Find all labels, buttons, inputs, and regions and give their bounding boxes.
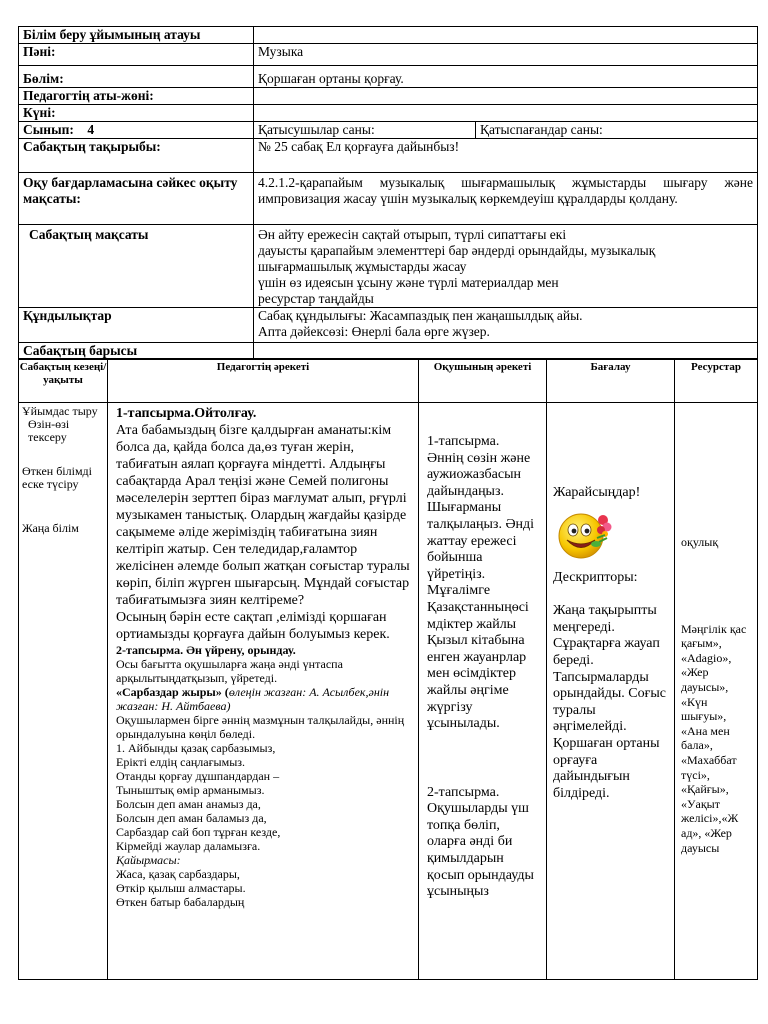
refrain-line: Өткір қылыш алмастары. xyxy=(116,881,246,895)
col-stage: Сабақтың кезеңі/ уақыты xyxy=(19,359,108,403)
resource-book: оқулық xyxy=(681,535,719,549)
refrain-line: Өткен батыр бабалардың xyxy=(116,895,245,909)
col-assessment: Бағалау xyxy=(547,359,675,403)
lyric-line: Болсын деп аман баламыз да, xyxy=(116,811,267,825)
stage-self-check: Өзін-өзі тексеру xyxy=(28,417,70,444)
song-authors: өлеңін жазған: А. Асылбек,әнін жазған: Н. Айтбаева) xyxy=(116,685,390,713)
smiley-with-flowers-icon xyxy=(557,508,613,562)
lyric-line: Сарбаздар сай боп тұрған кезде, xyxy=(116,825,281,839)
lyric-line: Болсын деп аман анамыз да, xyxy=(116,797,261,811)
descriptors-text: Жаңа тақырыпты меңгереді. Сұрақтарға жауап береді. Тапсырмаларды орындайды. Соғыс туралы әңгімелейді. Қоршаған ортаны орғауға дайындығын білдіреді. xyxy=(553,603,666,801)
topic-value: № 25 сабақ Ел қорғауға дайынбыз! xyxy=(254,139,758,173)
lesson-progress-table xyxy=(18,358,758,980)
subject-value: Музыка xyxy=(254,44,758,66)
lyric-line: Отанды қорғау дұшпандардан – xyxy=(116,769,280,783)
stage-recall: Өткен білімді еске түсіру xyxy=(22,464,92,491)
date-value xyxy=(254,105,758,122)
student-task1-label: 1-тапсырма. xyxy=(427,434,500,449)
subject-label: Пәні: xyxy=(19,44,254,66)
refrain-label: Қайырмасы: xyxy=(116,853,181,867)
task2-title: 2-тапсырма. Ән үйрену, орындау. xyxy=(116,643,296,657)
week-quote-line: Апта дәйексөзі: Өнерлі бала өрге жүзер. xyxy=(258,324,490,339)
class-label: Сынып: xyxy=(23,122,74,137)
descriptors-label: Дескрипторы: xyxy=(553,569,638,585)
resources-cell xyxy=(675,403,758,980)
progress-value xyxy=(254,343,758,360)
aims-value xyxy=(254,225,758,308)
objectives-label: Оқу бағдарламасына сәйкес оқыту мақсаты: xyxy=(19,173,254,225)
aims-line: Ән айту ережесін сақтай отырып, түрлі сипаттағы екі xyxy=(258,227,567,242)
aims-line: үшін өз идеясын ұсыну және түрлі материалдар мен xyxy=(258,275,559,290)
values-value xyxy=(254,308,758,343)
org-label: Білім беру ұйымының атауы xyxy=(19,27,254,44)
resource-songs: Мәңгілік қас қағым», «Adagio», «Жер дауысы», «Күн шығуы», «Ана мен бала», «Махаббат түсі», «Қайғы», «Уақыт желісі»,«Ж ад», «Жер дауысы xyxy=(681,621,747,855)
date-label: Күні: xyxy=(19,105,254,122)
aims-label: Сабақтың мақсаты xyxy=(19,225,254,308)
col-student: Оқушының әрекеті xyxy=(419,359,547,403)
lyric-line: Ерікті елдің саңлағымыз. xyxy=(116,755,246,769)
song-heading xyxy=(116,685,414,713)
col-teacher: Педагогтің әрекеті xyxy=(108,359,419,403)
class-value: 4 xyxy=(87,122,95,137)
lesson-value-line: Сабақ құндылығы: Жасампаздық пен жаңашылдық айы. xyxy=(258,308,583,323)
song-title: «Сарбаздар жыры» ( xyxy=(116,685,229,699)
present-label: Қатысушылар саны: xyxy=(254,122,476,139)
student-task2-text: Оқушыларды үш топқа бөліп, оларға әнді би қимылдарын қосып орындауды ұсыныңыз xyxy=(427,801,534,900)
section-value: Қоршаған ортаны қорғау. xyxy=(254,66,758,88)
aims-line: дауысты қарапайым элементтері бар әндерді орындайды, музыкалық xyxy=(258,243,656,258)
task1-text: Ата бабамыздың бізге қалдырған аманаты:кім болса да, қайда болса да,өз туған жерін, табиғатын аялап қорғауға міндетті. Алдыңғы сабақтарда Арал теңізі және Семей полигоны мәселелерін зерттеп біраз мағлумат алып, рғүрлі музыкамен таныстық. Олардың жағдайы қазірде сақымеме әліде жеріміздің табиғатына зиян келтіріп жатыр. Сен теледидар,ғаламтор желісінен әлемде болып жатқан соғыстар туралы көріп, біліп жүрген шығарсың. Мұндай соғыстар табиғатымызға зиян келтіреме? xyxy=(116,423,410,608)
song-note: Оқушылармен бірге әннің мазмұнын талқылайды, әннің орындалуына көңіл бөледі. xyxy=(116,713,405,741)
section-label: Бөлім: xyxy=(19,66,254,88)
task2-text: Осы бағытта оқушыларға жаңа әнді үнтаспа арқылытыңдатқызып, үйретеді. xyxy=(116,657,343,685)
assessment-cell xyxy=(547,403,675,980)
teacher-activity-cell xyxy=(108,403,419,980)
lyric-line: Кірмейді жаулар даламызға. xyxy=(116,839,261,853)
student-task1-text: Әннің сөзін және аужиожазбасын дайындаңыз. Шығарманы талқылаңыз. Әнді жаттау ережесі бойынша үйретіңіз. Мұғалімге Қазақстанныңөсі мдіктер жайлы Қызыл кітабына енген жауанрлар мен өсімдіктер жайлы әңгіме жүргізу ұсынылады. xyxy=(427,450,535,732)
student-activity-cell xyxy=(419,403,547,980)
org-value xyxy=(254,27,758,44)
aims-line: шығармашылық жұмыстарды жасау xyxy=(258,259,467,274)
aims-line: ресурстар таңдайды xyxy=(258,291,374,306)
stage-cell xyxy=(19,403,108,980)
topic-label: Сабақтың тақырыбы: xyxy=(19,139,254,173)
stage-new-knowledge: Жаңа білім xyxy=(22,521,79,535)
stage-organizing: Ұйымдас тыру xyxy=(22,404,98,418)
absent-label: Қатыспағандар саны: xyxy=(476,122,758,139)
refrain-line: Жаса, қазақ сарбаздары, xyxy=(116,867,240,881)
task1-title: 1-тапсырма.Ойтолғау. xyxy=(116,406,257,421)
student-task2-label: 2-тапсырма. xyxy=(427,784,500,800)
objectives-value: 4.2.1.2-қарапайым музыкалық шығармашылық жұмыстарды шығару және импровизация жасау үшін музыкалық көркемдеуіш құралдарды қолдану. xyxy=(254,173,758,225)
teacher-name-value xyxy=(254,88,758,105)
task1-text2: Осының бәрін есте сақтап ,елімізді қоршаған ортиамызды қорғауға дайын болуымыз керек. xyxy=(116,610,390,642)
teacher-name-label: Педагогтің аты-жөні: xyxy=(19,88,254,105)
praise-text: Жарайсыңдар! xyxy=(553,485,641,500)
lyric-line: Тыныштық өмір арманымыз. xyxy=(116,783,265,797)
col-resources: Ресурстар xyxy=(675,359,758,403)
progress-label: Сабақтың барысы xyxy=(19,343,254,360)
class-cell xyxy=(19,122,254,139)
lesson-info-table xyxy=(18,26,758,360)
values-label: Құндылықтар xyxy=(19,308,254,343)
lyric-line: 1. Айбынды қазақ сарбазымыз, xyxy=(116,741,276,755)
